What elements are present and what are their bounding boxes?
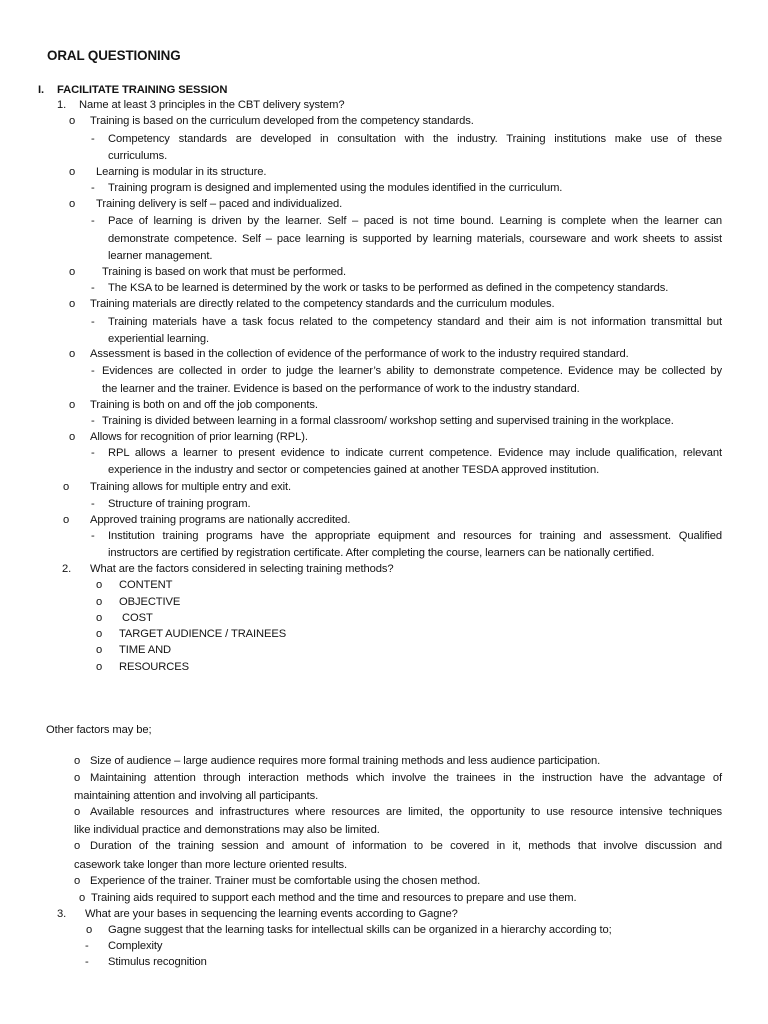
principle-detail: the learner and the trainer. Evidence is based on the performance of work to the industry standard.	[102, 383, 580, 395]
other-factors-heading: Other factors may be;	[46, 724, 152, 736]
dash-bullet: -	[91, 365, 95, 377]
principle-item: Training delivery is self – paced and individualized.	[96, 198, 343, 210]
principle-item: Approved training programs are nationally accredited.	[90, 514, 351, 526]
other-factor: Training aids required to support each method and the time and resources to prepare and use them.	[91, 892, 577, 904]
other-factor: Size of audience – large audience requires more formal training methods and less audience participation.	[90, 755, 601, 767]
circle-bullet: o	[96, 644, 103, 656]
circle-bullet: o	[69, 166, 76, 178]
dash-bullet: -	[85, 956, 89, 968]
principle-detail: Competency standards are developed in consultation with the industry. Training institutions make use of these	[108, 133, 722, 145]
principle-detail: Structure of training program.	[108, 498, 251, 510]
principle-detail: experience in the industry and sector or competencies gained at another TESDA approved institution.	[108, 464, 600, 476]
circle-bullet: o	[86, 924, 93, 936]
question-text: Name at least 3 principles in the CBT delivery system?	[79, 99, 345, 111]
factor-item: CONTENT	[119, 579, 173, 591]
factor-item: TIME AND	[119, 644, 172, 656]
principle-detail: Training is divided between learning in a formal classroom/ workshop setting and supervised training in the workplace.	[102, 415, 674, 427]
principle-item: Training allows for multiple entry and exit.	[90, 481, 292, 493]
circle-bullet: o	[63, 481, 70, 493]
other-factor: Available resources and infrastructures where resources are limited, the opportunity to use resource intensive techniques	[90, 806, 722, 818]
circle-bullet: o	[96, 579, 103, 591]
circle-bullet: o	[63, 514, 70, 526]
other-factor: Duration of the training session and amount of information to be covered in it, methods that involve discussion and	[90, 840, 722, 852]
document-title: ORAL QUESTIONING	[47, 48, 181, 63]
other-factor-cont: maintaining attention and involving all participants.	[74, 790, 319, 802]
circle-bullet: o	[69, 298, 76, 310]
dash-bullet: -	[91, 530, 95, 542]
factor-item: COST	[119, 612, 153, 624]
dash-bullet: -	[91, 133, 95, 145]
circle-bullet: o	[69, 431, 76, 443]
question-number: 3.	[57, 908, 67, 920]
dash-bullet: -	[91, 415, 95, 427]
principle-detail: curriculums.	[108, 150, 168, 162]
dash-bullet: -	[91, 215, 95, 227]
gagne-detail: Complexity	[108, 940, 163, 952]
factor-item: OBJECTIVE	[119, 596, 181, 608]
dash-bullet: -	[91, 316, 95, 328]
circle-bullet: o	[74, 772, 81, 784]
principle-detail: experiential learning.	[108, 333, 210, 345]
circle-bullet: o	[69, 266, 76, 278]
gagne-detail: Stimulus recognition	[108, 956, 207, 968]
section-heading: FACILITATE TRAINING SESSION	[57, 84, 228, 96]
factor-item: TARGET AUDIENCE / TRAINEES	[119, 628, 287, 640]
circle-bullet: o	[96, 628, 103, 640]
principle-detail: demonstrate competence. Self – pace learning is supported by learning materials, courseware and work sheets to assist	[108, 233, 722, 245]
principle-item: Training is based on work that must be performed.	[102, 266, 347, 278]
other-factor-cont: casework take longer than more lecture oriented results.	[74, 859, 347, 871]
principle-detail: The KSA to be learned is determined by the work or tasks to be performed as defined in the competency standards.	[108, 282, 669, 294]
principle-detail: Evidences are collected in order to judge the learner’s ability to demonstrate competence. Evidence may be collected by	[102, 365, 722, 377]
principle-item: Training is both on and off the job components.	[90, 399, 318, 411]
circle-bullet: o	[74, 840, 81, 852]
circle-bullet: o	[74, 755, 81, 767]
principle-detail: Training program is designed and implemented using the modules identified in the curriculum.	[108, 182, 563, 194]
dash-bullet: -	[85, 940, 89, 952]
dash-bullet: -	[91, 447, 95, 459]
principle-detail: Pace of learning is driven by the learner. Self – paced is not time bound. Learning is complete when the learner can	[108, 215, 722, 227]
circle-bullet: o	[69, 198, 76, 210]
circle-bullet: o	[74, 875, 81, 887]
principle-item: Allows for recognition of prior learning (RPL).	[90, 431, 308, 443]
principle-detail: Institution training programs have the appropriate equipment and resources for training and assessment. Qualified	[108, 530, 722, 542]
circle-bullet: o	[69, 115, 76, 127]
other-factor-cont: like individual practice and demonstrations may also be limited.	[74, 824, 380, 836]
circle-bullet: o	[69, 399, 76, 411]
circle-bullet: o	[96, 612, 103, 624]
principle-detail: learner management.	[108, 250, 213, 262]
question-text: What are your bases in sequencing the learning events according to Gagne?	[85, 908, 458, 920]
circle-bullet: o	[79, 892, 86, 904]
section-numeral: I.	[38, 84, 45, 96]
dash-bullet: -	[91, 182, 95, 194]
question-number: 2.	[62, 563, 72, 575]
circle-bullet: o	[96, 661, 103, 673]
principle-detail: instructors are certified by registration certificate. After completing the course, learners can be nationally certified.	[108, 547, 655, 559]
circle-bullet: o	[96, 596, 103, 608]
principle-item: Assessment is based in the collection of evidence of the performance of work to the industry required standard.	[90, 348, 629, 360]
principle-item: Learning is modular in its structure.	[96, 166, 267, 178]
gagne-item: Gagne suggest that the learning tasks for intellectual skills can be organized in a hierarchy according to;	[108, 924, 612, 936]
circle-bullet: o	[69, 348, 76, 360]
principle-detail: Training materials have a task focus related to the competency standard and their aim is not information transmittal but	[108, 316, 722, 328]
other-factor: Experience of the trainer. Trainer must be comfortable using the chosen method.	[90, 875, 481, 887]
principle-item: Training is based on the curriculum developed from the competency standards.	[90, 115, 474, 127]
dash-bullet: -	[91, 282, 95, 294]
other-factor: Maintaining attention through interaction methods which involve the trainees in the instruction have the advantage of	[90, 772, 722, 784]
principle-detail: RPL allows a learner to present evidence to indicate current competence. Evidence may include qualification, relevant	[108, 447, 722, 459]
question-number: 1.	[57, 99, 67, 111]
dash-bullet: -	[91, 498, 95, 510]
factor-item: RESOURCES	[119, 661, 189, 673]
question-text: What are the factors considered in selecting training methods?	[90, 563, 394, 575]
principle-item: Training materials are directly related to the competency standards and the curriculum modules.	[90, 298, 555, 310]
circle-bullet: o	[74, 806, 81, 818]
